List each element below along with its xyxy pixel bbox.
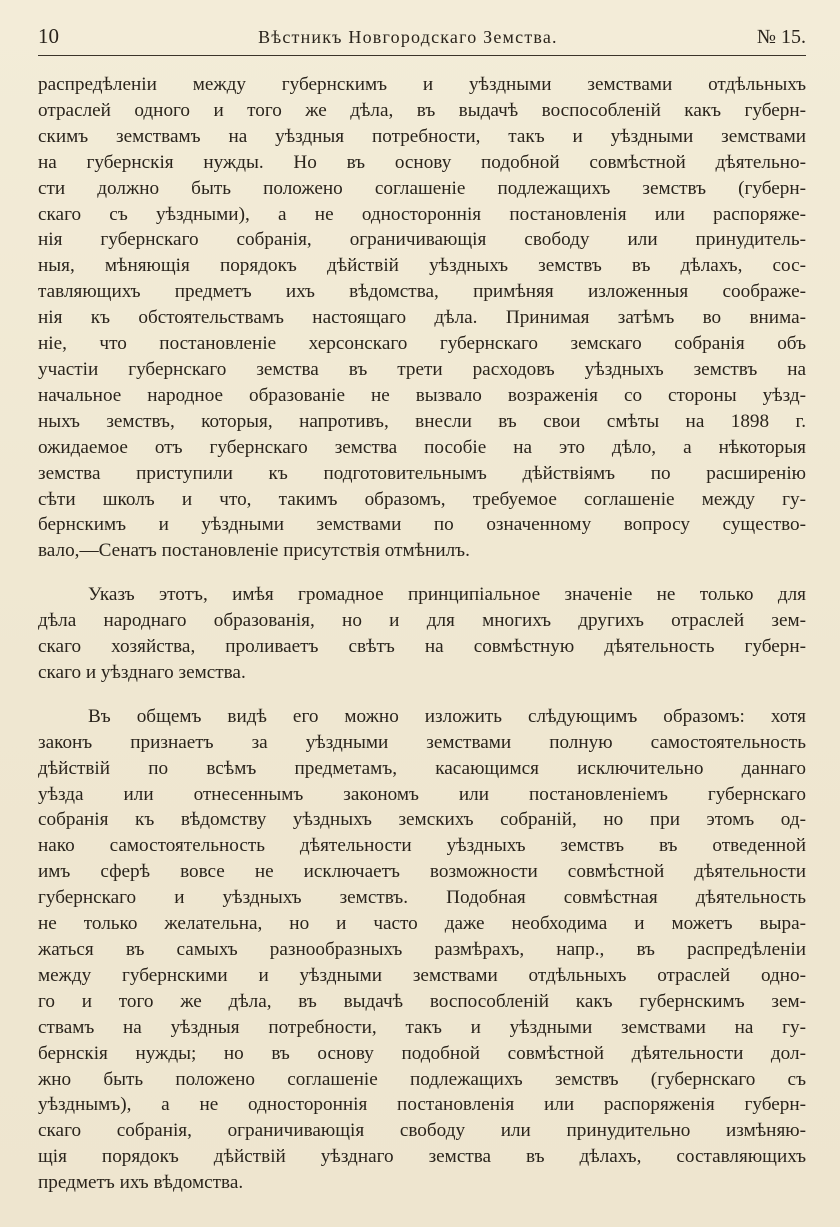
text-line: ніе, что постановленіе херсонскаго губернскаго земскаго собранія объ <box>38 333 806 355</box>
text-line: земства приступили къ подготовительнымъ дѣйствіямъ по расширенію <box>38 462 806 484</box>
text-line: ожидаемое отъ губернскаго земства пособіе на это дѣло, а нѣкоторыя <box>38 436 806 458</box>
text-line: щія порядокъ дѣйствій уѣзднаго земства въ дѣлахъ, составляющихъ <box>38 1146 806 1168</box>
text-line: ныхъ земствъ, которыя, напротивъ, внесли въ свои смѣты на 1898 г. <box>38 410 806 432</box>
text-line: жно быть положено соглашеніе подлежащихъ земствъ (губернскаго съ <box>38 1068 806 1090</box>
text-line: законъ признаетъ за уѣздными земствами полную самостоятельность <box>38 731 806 753</box>
journal-title: Вѣстникъ Новгородскаго Земства. <box>258 27 558 47</box>
text-line: скимъ земствамъ на уѣздныя потребности, такъ и уѣздными земствами <box>38 125 806 147</box>
text-line: го и того же дѣла, въ выдачѣ воспособленій какъ губернскимъ зем- <box>38 990 806 1012</box>
text-line: скаго съ уѣздными), а не одностороннія постановленія или распоряже- <box>38 203 806 225</box>
text-line: бернскія нужды; но въ основу подобной совмѣстной дѣятельности дол- <box>38 1042 806 1064</box>
text-line: на губернскія нужды. Но въ основу подобной совмѣстной дѣятельно- <box>38 151 806 173</box>
text-line: ствамъ на уѣздныя потребности, такъ и уѣздными земствами на гу- <box>38 1016 806 1038</box>
text-line: дѣла народнаго образованія, но и для многихъ другихъ отраслей зем- <box>38 610 806 632</box>
paragraph <box>38 582 806 686</box>
paragraph <box>38 704 806 1196</box>
running-header <box>38 14 806 55</box>
paragraph <box>38 72 806 564</box>
text-line: предметъ ихъ вѣдомства. <box>38 1172 244 1194</box>
text-line: Указъ этотъ, имѣя громадное принципіальное значеніе не только для <box>88 584 806 606</box>
text-line: отраслей одного и того же дѣла, въ выдачѣ воспособленій какъ губерн- <box>38 99 806 121</box>
text-line: сти должно быть положено соглашеніе подлежащихъ земствъ (губерн- <box>38 177 806 199</box>
text-line: ныя, мѣняющія порядокъ дѣйствій уѣздныхъ земствъ въ дѣлахъ, сос- <box>38 255 806 277</box>
text-line: собранія къ вѣдомству уѣздныхъ земскихъ собраній, но при этомъ од- <box>38 809 806 831</box>
text-line: бернскимъ и уѣздными земствами по означенному вопросу существо- <box>38 514 806 536</box>
paragraph-gap <box>38 686 806 704</box>
text-line: губернскаго и уѣздныхъ земствъ. Подобная совмѣстная дѣятельность <box>38 887 806 909</box>
text-line: Въ общемъ видѣ его можно изложить слѣдующимъ образомъ: хотя <box>88 705 806 727</box>
text-line: скаго хозяйства, проливаетъ свѣтъ на совмѣстную дѣятельность губерн- <box>38 636 806 658</box>
text-line: имъ сферѣ вовсе не исключаетъ возможности совмѣстной дѣятельности <box>38 861 806 883</box>
text-line: жаться въ самыхъ разнообразныхъ размѣрахъ, напр., въ распредѣленіи <box>38 939 806 960</box>
text-line: сѣти школъ и что, такимъ образомъ, требуемое соглашеніе между гу- <box>38 488 806 510</box>
issue-number: № 15. <box>756 26 806 48</box>
body-text <box>38 72 806 1196</box>
text-line: уѣзднымъ), а не одностороннія постановленія или распоряженія губерн- <box>38 1094 806 1116</box>
text-line: скаго собранія, ограничивающія свободу или принудительно измѣняю- <box>38 1120 806 1142</box>
text-line: распредѣленіи между губернскимъ и уѣздными земствами отдѣльныхъ <box>38 74 806 95</box>
text-line: нако самостоятельность дѣятельности уѣздныхъ земствъ въ отведенной <box>38 835 806 857</box>
header-rule <box>38 55 806 56</box>
text-line: вало,—Сенатъ постановленіе присутствія отмѣнилъ. <box>38 540 470 562</box>
text-line: тавляющихъ предметъ ихъ вѣдомства, примѣняя изложенныя соображе- <box>38 281 806 303</box>
text-line: между губернскими и уѣздными земствами отдѣльныхъ отраслей одно- <box>38 964 806 986</box>
text-line: не только желательна, но и часто даже необходима и можетъ выра- <box>38 913 806 935</box>
text-line: скаго и уѣзднаго земства. <box>38 661 246 683</box>
paragraph-gap <box>38 564 806 582</box>
page-number: 10 <box>38 24 59 48</box>
text-line: нія губернскаго собранія, ограничивающія свободу или принудитель- <box>38 229 806 251</box>
text-line: нія къ обстоятельствамъ настоящаго дѣла. Принимая затѣмъ во внима- <box>38 307 806 329</box>
text-line: дѣйствій по всѣмъ предметамъ, касающимся исключительно даннаго <box>38 757 806 779</box>
text-line: начальное народное образованіе не вызвало возраженія со стороны уѣзд- <box>38 384 806 406</box>
text-line: уѣзда или отнесеннымъ закономъ или постановленіемъ губернскаго <box>38 783 806 805</box>
text-line: участіи губернскаго земства въ трети расходовъ уѣздныхъ земствъ на <box>38 358 806 380</box>
